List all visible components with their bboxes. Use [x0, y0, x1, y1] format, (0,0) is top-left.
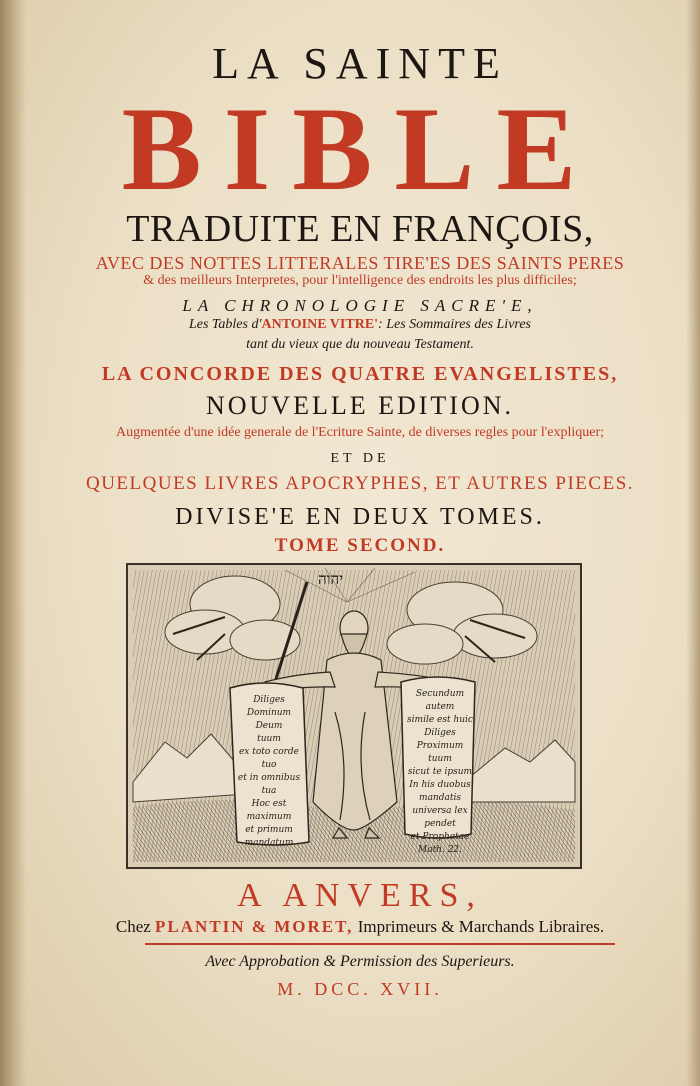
subtitle-meilleurs: & des meilleurs Interpretes, pour l'intelligence des endroits les plus difficiles;	[143, 273, 577, 288]
tablet-line: Diliges	[424, 728, 456, 738]
tablet-line: sicut te ipsum	[407, 767, 473, 777]
tablet-line: autem	[425, 702, 455, 712]
subtitle-tables	[30, 316, 690, 334]
tablet-line: Proximum	[416, 741, 464, 751]
tablet-line: tuum	[428, 754, 452, 764]
tablet-line: et Prophetae	[410, 832, 470, 842]
subtitle-tome-second: TOME SECOND.	[274, 535, 446, 556]
tables-prefix: Les Tables d'	[188, 317, 262, 332]
title-la-sainte: LA SAINTE	[212, 39, 508, 88]
tablet-line: Secundum	[415, 689, 465, 699]
tablet-line: maximum	[246, 812, 292, 822]
imprint-approbation: Avec Approbation & Permission des Superieurs.	[205, 953, 515, 970]
tablet-line: mandatum	[244, 838, 294, 848]
subtitle-avec-nottes: AVEC DES NOTTES LITTERALES TIRE'ES DES SAINTS PERES	[95, 253, 625, 273]
title-traduite: TRADUITE EN FRANÇOIS,	[126, 208, 594, 250]
title-bible: BIBLE	[121, 82, 599, 215]
subtitle-chronologie: LA CHRONOLOGIE SACRE'E,	[182, 296, 538, 315]
right-tablet-text	[407, 688, 473, 857]
imprint-printers-line	[30, 916, 690, 938]
subtitle-augmentee: Augmentée d'une idée generale de l'Ecriture Sainte, de diverses regles pour l'expliquer;	[115, 425, 605, 440]
tablet-line: tua	[261, 786, 277, 796]
subtitle-nouvelle-edition: NOUVELLE EDITION.	[205, 391, 515, 420]
tablet-line: Diliges	[253, 695, 285, 705]
tablet-line: mandatis	[419, 793, 461, 803]
tablet-line: et primum	[245, 825, 293, 835]
tablet-line: In his duobus	[409, 780, 471, 790]
tablet-line: pendet	[424, 819, 456, 829]
book-gutter	[0, 0, 26, 1086]
imprint-year: M. DCC. XVII.	[277, 979, 443, 999]
subtitle-concorde: LA CONCORDE DES QUATRE EVANGELISTES,	[101, 363, 619, 385]
subtitle-et-de: ET DE	[330, 451, 390, 466]
chez-label: Chez	[115, 917, 156, 936]
subtitle-quelques-livres: QUELQUES LIVRES APOCRYPHES, ET AUTRES PIECES.	[85, 473, 635, 494]
tables-rest: : Les Sommaires des Livres	[378, 317, 532, 332]
vitre-name: ANTOINE VITRE'	[261, 317, 379, 332]
subtitle-divisee: DIVISE'E EN DEUX TOMES.	[175, 504, 545, 530]
tablet-line: tuum	[257, 734, 281, 744]
tablet-line: et in omnibus	[237, 773, 301, 783]
tablet-line: Hoc est	[251, 799, 287, 809]
moses-engraving	[125, 562, 583, 870]
tetragrammaton: יהוה	[318, 572, 344, 588]
subtitle-tant: tant du vieux que du nouveau Testament.	[246, 337, 474, 352]
red-rule	[145, 943, 615, 945]
tablet-line: ex toto corde tuo	[238, 747, 300, 770]
imprint-anvers: A ANVERS,	[237, 877, 483, 914]
trade-label: Imprimeurs & Marchands Libraires.	[353, 917, 605, 936]
tablet-line: Math. 22.	[417, 845, 463, 855]
left-tablet-text	[236, 694, 302, 850]
printer-names: PLANTIN & MORET,	[155, 917, 354, 936]
tablet-line: simile est huic	[407, 715, 473, 725]
tablet-line: Dominum Deum	[246, 708, 292, 731]
tablet-line: universa lex	[412, 806, 468, 816]
